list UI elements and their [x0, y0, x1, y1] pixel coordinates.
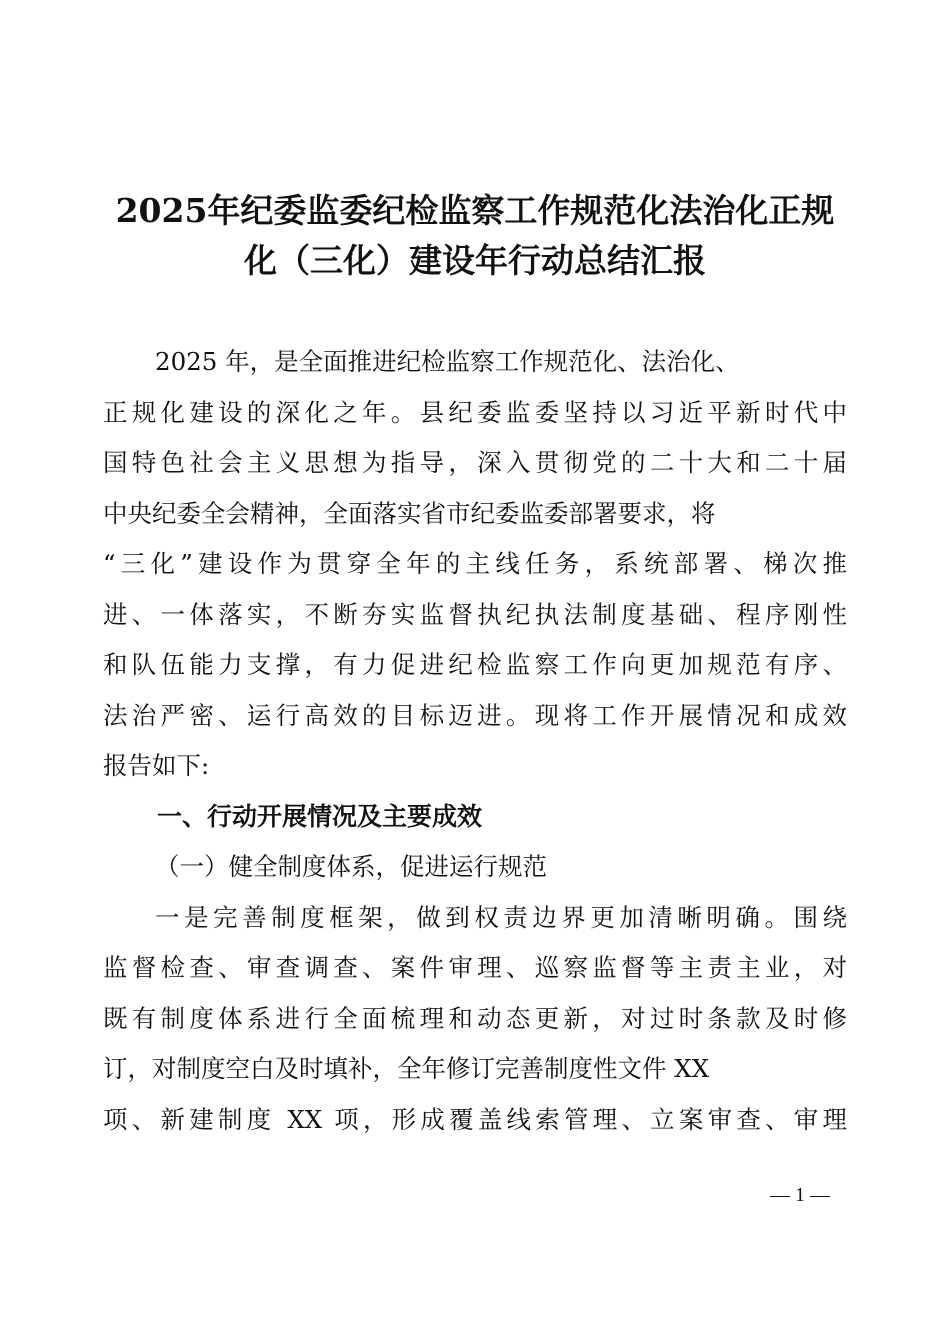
- intro-line-7: 和队伍能力支撑，有力促进纪检监察工作向更加规范有序、: [103, 650, 847, 679]
- para-line-1: 一是完善制度框架，做到权责边界更加清晰明确。围绕: [155, 902, 847, 932]
- intro-line-3: 国特色社会主义思想为指导，深入贯彻党的二十大和二十届: [103, 448, 847, 477]
- para-line-5: 项、新建制度 XX 项，形成覆盖线索管理、立案审查、审理: [103, 1104, 847, 1134]
- para-line-4: 订，对制度空白及时填补，全年修订完善制度性文件 XX: [103, 1054, 710, 1083]
- intro-line-5: “三化”建设作为贯穿全年的主线任务，系统部署、梯次推: [103, 549, 847, 578]
- subsection-heading: （一）健全制度体系，促进运行规范: [155, 852, 547, 881]
- document-title: [95, 186, 855, 286]
- title-line-1: 2025年纪委监委纪检监察工作规范化法治化正规: [115, 191, 835, 230]
- document-body: [103, 337, 847, 1145]
- section-heading: 一、行动开展情况及主要成效: [157, 801, 483, 831]
- intro-paragraph: [103, 337, 847, 792]
- intro-line-1: 2025 年，是全面推进纪检监察工作规范化、法治化、: [155, 347, 740, 376]
- para-line-2: 监督检查、审查调查、案件审理、巡察监督等主责主业，对: [103, 953, 847, 982]
- para-line-3: 既有制度体系进行全面梳理和动态更新，对过时条款及时修: [103, 1003, 847, 1033]
- intro-line-6: 进、一体落实，不断夯实监督执纪执法制度基础、程序刚性: [103, 599, 847, 629]
- intro-line-2: 正规化建设的深化之年。县纪委监委坚持以习近平新时代中: [103, 397, 847, 427]
- intro-line-4: 中央纪委全会精神，全面落实省市纪委监委部署要求，将: [103, 498, 716, 528]
- page-number: — 1 —: [770, 1184, 830, 1206]
- intro-line-8: 法治严密、运行高效的目标迈进。现将工作开展情况和成效: [103, 700, 847, 730]
- intro-line-9: 报告如下:: [103, 751, 210, 780]
- subsection-paragraph: [103, 893, 847, 1146]
- title-line-2: 化（三化）建设年行动总结汇报: [244, 241, 706, 280]
